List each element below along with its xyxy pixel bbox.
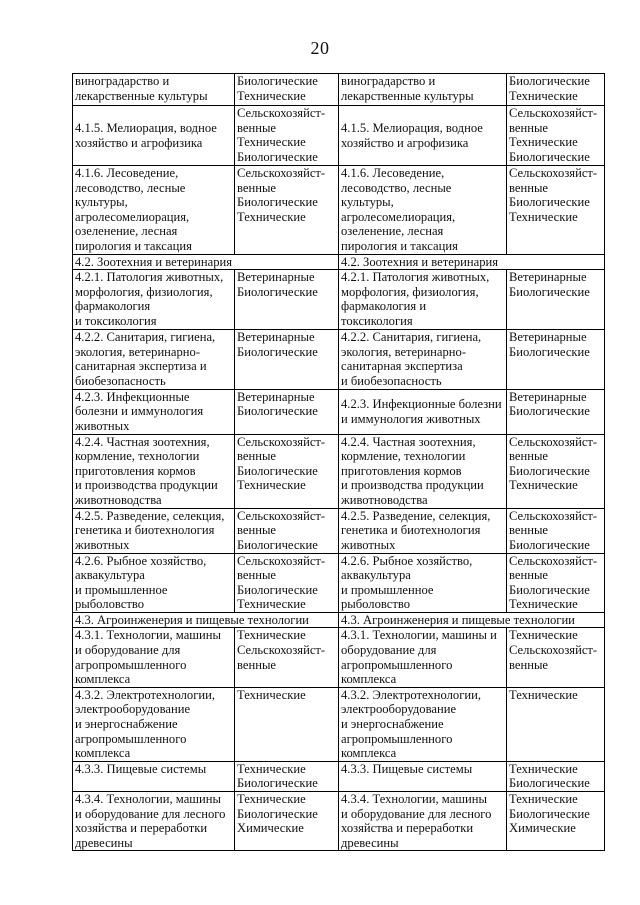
science-field-cell-right: Сельскохозяйст- венные Биологические Технические [507,553,605,612]
specialty-cell-right: 4.3.3. Пищевые системы [339,761,507,791]
science-field-cell-right: Биологические Технические [507,74,605,106]
specialty-cell-right: виноградарство и лекарственные культуры [339,74,507,106]
science-field-cell-right: Технические Сельскохозяйст- венные [507,628,605,687]
science-field-cell-right: Сельскохозяйст- венные Биологические Технические [507,434,605,508]
table-row [73,270,605,330]
science-field-cell-left: Биологические Технические [235,74,339,106]
science-field-cell-right: Сельскохозяйст- венные Биологические Технические [507,166,605,255]
specialty-cell-left: 4.2.6. Рыбное хозяйство, аквакультура и промышленное рыболовство [73,553,235,612]
specialty-cell-right: 4.3.4. Технологии, машины и оборудование для лесного хозяйства и переработки древесины [339,792,507,851]
section-heading-right: 4.3. Агроинженерия и пищевые технологии [339,612,605,628]
table-row [73,166,605,255]
science-field-cell-right: Сельскохозяйст- венные Технические Биологические [507,106,605,166]
science-field-cell-right: Технические Биологические Химические [507,792,605,851]
table-row [73,434,605,508]
specialties-table [72,73,605,851]
specialty-cell-right: 4.2.5. Разведение, селекция, генетика и биотехнология животных [339,508,507,553]
specialty-cell-left: 4.3.1. Технологии, машины и оборудование для агропромышленного комплекса [73,628,235,687]
table-row [73,687,605,761]
table-row [73,106,605,166]
specialty-cell-right: 4.2.3. Инфекционные болезни и иммунология животных [339,389,507,434]
table-row [73,330,605,389]
section-heading-right: 4.2. Зоотехния и ветеринария [339,254,605,270]
specialty-cell-right: 4.1.6. Лесоведение, лесоводство, лесные культуры, агролесомелиорация, озеленение, лесная пирология и таксация [339,166,507,255]
page-number: 20 [310,38,330,58]
section-heading-left: 4.2. Зоотехния и ветеринария [73,254,339,270]
science-field-cell-left: Технические Сельскохозяйст- венные [235,628,339,687]
science-field-cell-left: Технические Биологические [235,761,339,791]
specialty-cell-left: 4.3.3. Пищевые системы [73,761,235,791]
specialty-cell-right: 4.3.1. Технологии, машины и оборудование для агропромышленного комплекса [339,628,507,687]
specialty-cell-right: 4.2.1. Патология животных, морфология, физиология, фармакология и токсикология [339,270,507,330]
specialty-cell-right: 4.2.2. Санитария, гигиена, экология, ветеринарно- санитарная экспертиза и биобезопасность [339,330,507,389]
science-field-cell-left: Ветеринарные Биологические [235,389,339,434]
science-field-cell-left: Сельскохозяйст- венные Биологические [235,508,339,553]
science-field-cell-left: Ветеринарные Биологические [235,270,339,330]
science-field-cell-right: Сельскохозяйст- венные Биологические [507,508,605,553]
specialty-cell-left: 4.2.3. Инфекционные болезни и иммунология животных [73,389,235,434]
specialty-cell-left: виноградарство и лекарственные культуры [73,74,235,106]
table-row [73,389,605,434]
science-field-cell-right: Ветеринарные Биологические [507,270,605,330]
table-row [73,74,605,106]
table-row [73,761,605,791]
science-field-cell-left: Сельскохозяйст- венные Биологические Технические [235,553,339,612]
table-row [73,792,605,851]
specialty-cell-left: 4.2.4. Частная зоотехния, кормление, технологии приготовления кормов и производства продукции животноводства [73,434,235,508]
specialty-cell-left: 4.2.1. Патология животных, морфология, физиология, фармакология и токсикология [73,270,235,330]
specialty-cell-right: 4.1.5. Мелиорация, водное хозяйство и агрофизика [339,106,507,166]
science-field-cell-left: Сельскохозяйст- венные Биологические Технические [235,166,339,255]
section-row [73,612,605,628]
specialty-cell-right: 4.3.2. Электротехнологии, электрооборудование и энергоснабжение агропромышленного комплекса [339,687,507,761]
science-field-cell-left: Технические Биологические Химические [235,792,339,851]
specialty-cell-left: 4.1.6. Лесоведение, лесоводство, лесные культуры, агролесомелиорация, озеленение, лесная пирология и таксация [73,166,235,255]
specialty-cell-right: 4.2.6. Рыбное хозяйство, аквакультура и промышленное рыболовство [339,553,507,612]
science-field-cell-right: Технические [507,687,605,761]
specialty-cell-left: 4.3.2. Электротехнологии, электрооборудование и энергоснабжение агропромышленного комплекса [73,687,235,761]
science-field-cell-right: Ветеринарные Биологические [507,330,605,389]
science-field-cell-right: Технические Биологические [507,761,605,791]
specialty-cell-left: 4.1.5. Мелиорация, водное хозяйство и агрофизика [73,106,235,166]
section-row [73,254,605,270]
science-field-cell-right: Ветеринарные Биологические [507,389,605,434]
table-row [73,553,605,612]
science-field-cell-left: Сельскохозяйст- венные Биологические Технические [235,434,339,508]
specialty-cell-left: 4.3.4. Технологии, машины и оборудование для лесного хозяйства и переработки древесины [73,792,235,851]
specialty-cell-left: 4.2.2. Санитария, гигиена, экология, ветеринарно- санитарная экспертиза и биобезопасность [73,330,235,389]
science-field-cell-left: Ветеринарные Биологические [235,330,339,389]
table-row [73,508,605,553]
science-field-cell-left: Технические [235,687,339,761]
table-row [73,628,605,687]
section-heading-left: 4.3. Агроинженерия и пищевые технологии [73,612,339,628]
science-field-cell-left: Сельскохозяйст- венные Технические Биологические [235,106,339,166]
specialty-cell-left: 4.2.5. Разведение, селекция, генетика и биотехнология животных [73,508,235,553]
specialties-table-body [73,74,605,851]
specialty-cell-right: 4.2.4. Частная зоотехния, кормление, технологии приготовления кормов и производства продукции животноводства [339,434,507,508]
